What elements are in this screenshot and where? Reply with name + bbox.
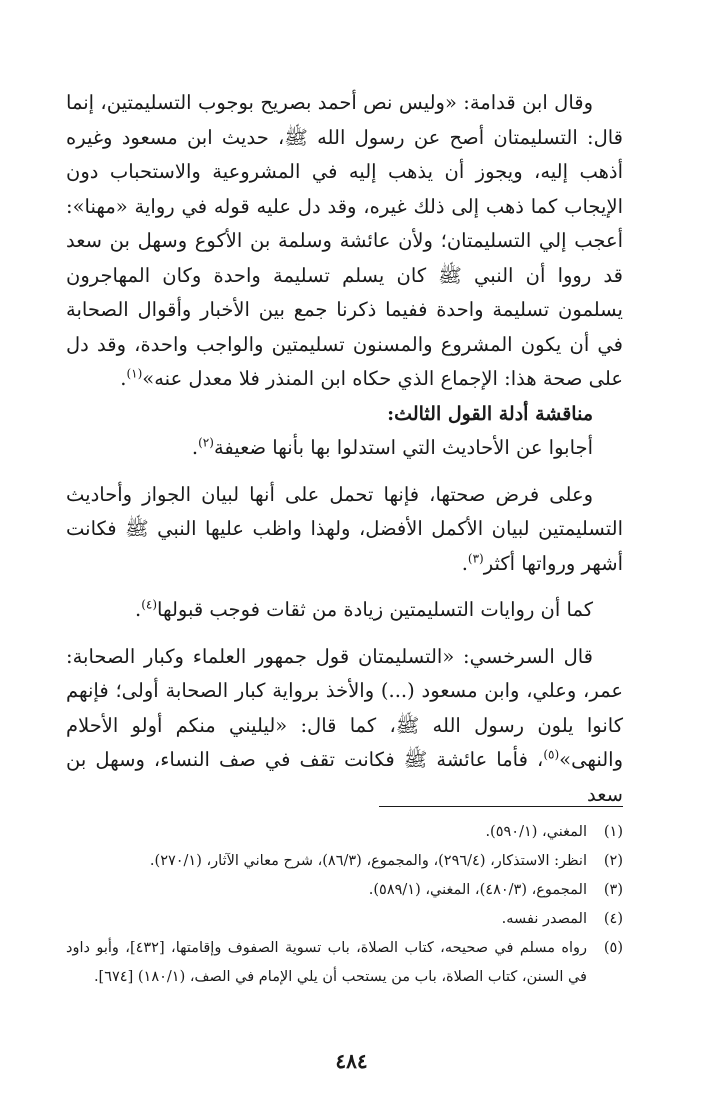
footnote-item: [66, 905, 623, 934]
paragraph-ibn-qudama: وقال ابن قدامة: «وليس نص أحمد بصريح بوجوب التسليمتين، إنما قال: التسليمتان أصح عن رسول الله ﷺ، حديث ابن مسعود وغيره أذهب إليه، ويجوز أن يذهب إليه في المشروعية والاستحباب دون الإيجاب كما ذهب إلى ذلك غيره، وقد دل عليه قوله في رواية «مهنا»: أعجب إلي التسليمتان؛ ولأن عائشة وسلمة بن الأكوع وسهل بن سعد قد رووا أن النبي ﷺ كان يسلم تسليمة واحدة وكان المهاجرون يسلمون تسليمة واحدة ففيما ذكرنا جمع بين الأخبار وأقوال الصحابة في أن يكون المشروع والمسنون تسليمتين والواجب واحدة، وقد دل على صحة هذا: الإجماع الذي حكاه ابن المنذر فلا معدل عنه»$^{(١)}$.: [66, 91, 623, 390]
footnote-text: انظر: الاستذكار، (٢٩٦/٤)، والمجموع، (٨٦/٣)، شرح معاني الآثار، (٢٧٠/١).: [149, 853, 587, 869]
paragraph-assumption: وعلى فرض صحتها، فإنها تحمل على أنها لبيان الجواز وأحاديث التسليمتين لبيان الأكمل الأفضل، ولهذا واظب عليها النبي ﷺ فكانت أشهر ورواتها أكثر$^{(٣)}$.: [66, 482, 623, 575]
footnote-text: المصدر نفسه.: [501, 911, 587, 927]
footnote-number: (٢): [603, 853, 623, 869]
footnote-item: [66, 934, 623, 992]
paragraph-narrations: كما أن روايات التسليمتين زيادة من ثقات فوجب قبولها$^{(٤)}$.: [134, 597, 593, 621]
footnote-number: (٥): [603, 940, 623, 956]
footnote-ref-2[interactable]: (٢): [198, 435, 214, 450]
footnotes: [66, 818, 623, 992]
footnote-ref-4[interactable]: (٤): [141, 597, 158, 612]
footnote-ref-3[interactable]: (٣): [467, 551, 484, 565]
footnote-number: (٤): [603, 911, 623, 927]
paragraph-sarakhsi: قال السرخسي: «التسليمتان قول جمهور العلماء وكبار الصحابة: عمر، وعلي، وابن مسعود (...) والأخذ برواية كبار الصحابة أولى؛ فإنهم كانوا يلون رسول الله ﷺ، كما قال: «ليليني منكم أولو الأحلام والنهى»$^{(٥)}$، فأما عائشة ﷺ فكانت تقف في صف النساء، وسهل بن سعد: [66, 644, 623, 806]
footnote-text: رواه مسلم في صحيحه، كتاب الصلاة، باب تسوية الصفوف وإقامتها، [٤٣٢]، وأبو داود في السنن، كتاب الصلاة، باب من يستحب أن يلي الإمام في الصف، (١٨٠/١) [٦٧٤].: [66, 940, 587, 985]
section-heading: مناقشة أدلة القول الثالث:: [387, 402, 593, 425]
footnote-item: [66, 818, 623, 847]
footnote-number: (٣): [603, 882, 623, 898]
footnote-text: المجموع، (٤٨٠/٣)، المغني، (٥٨٩/١).: [368, 882, 587, 898]
footnote-number: (١): [603, 824, 623, 840]
main-text: [66, 86, 623, 812]
paragraph-reply: أجابوا عن الأحاديث التي استدلوا بها بأنها ضعيفة$^{(٢)}$.: [191, 435, 593, 459]
footnote-item: [66, 876, 623, 905]
footnote-ref-5[interactable]: (٥): [543, 747, 560, 762]
footnote-ref-1[interactable]: (١): [126, 366, 143, 381]
footnote-item: [66, 847, 623, 876]
footnote-divider: [379, 806, 623, 807]
footnote-text: المغني، (٥٩٠/١).: [485, 824, 587, 840]
page-number: ٤٨٤: [335, 1049, 368, 1073]
